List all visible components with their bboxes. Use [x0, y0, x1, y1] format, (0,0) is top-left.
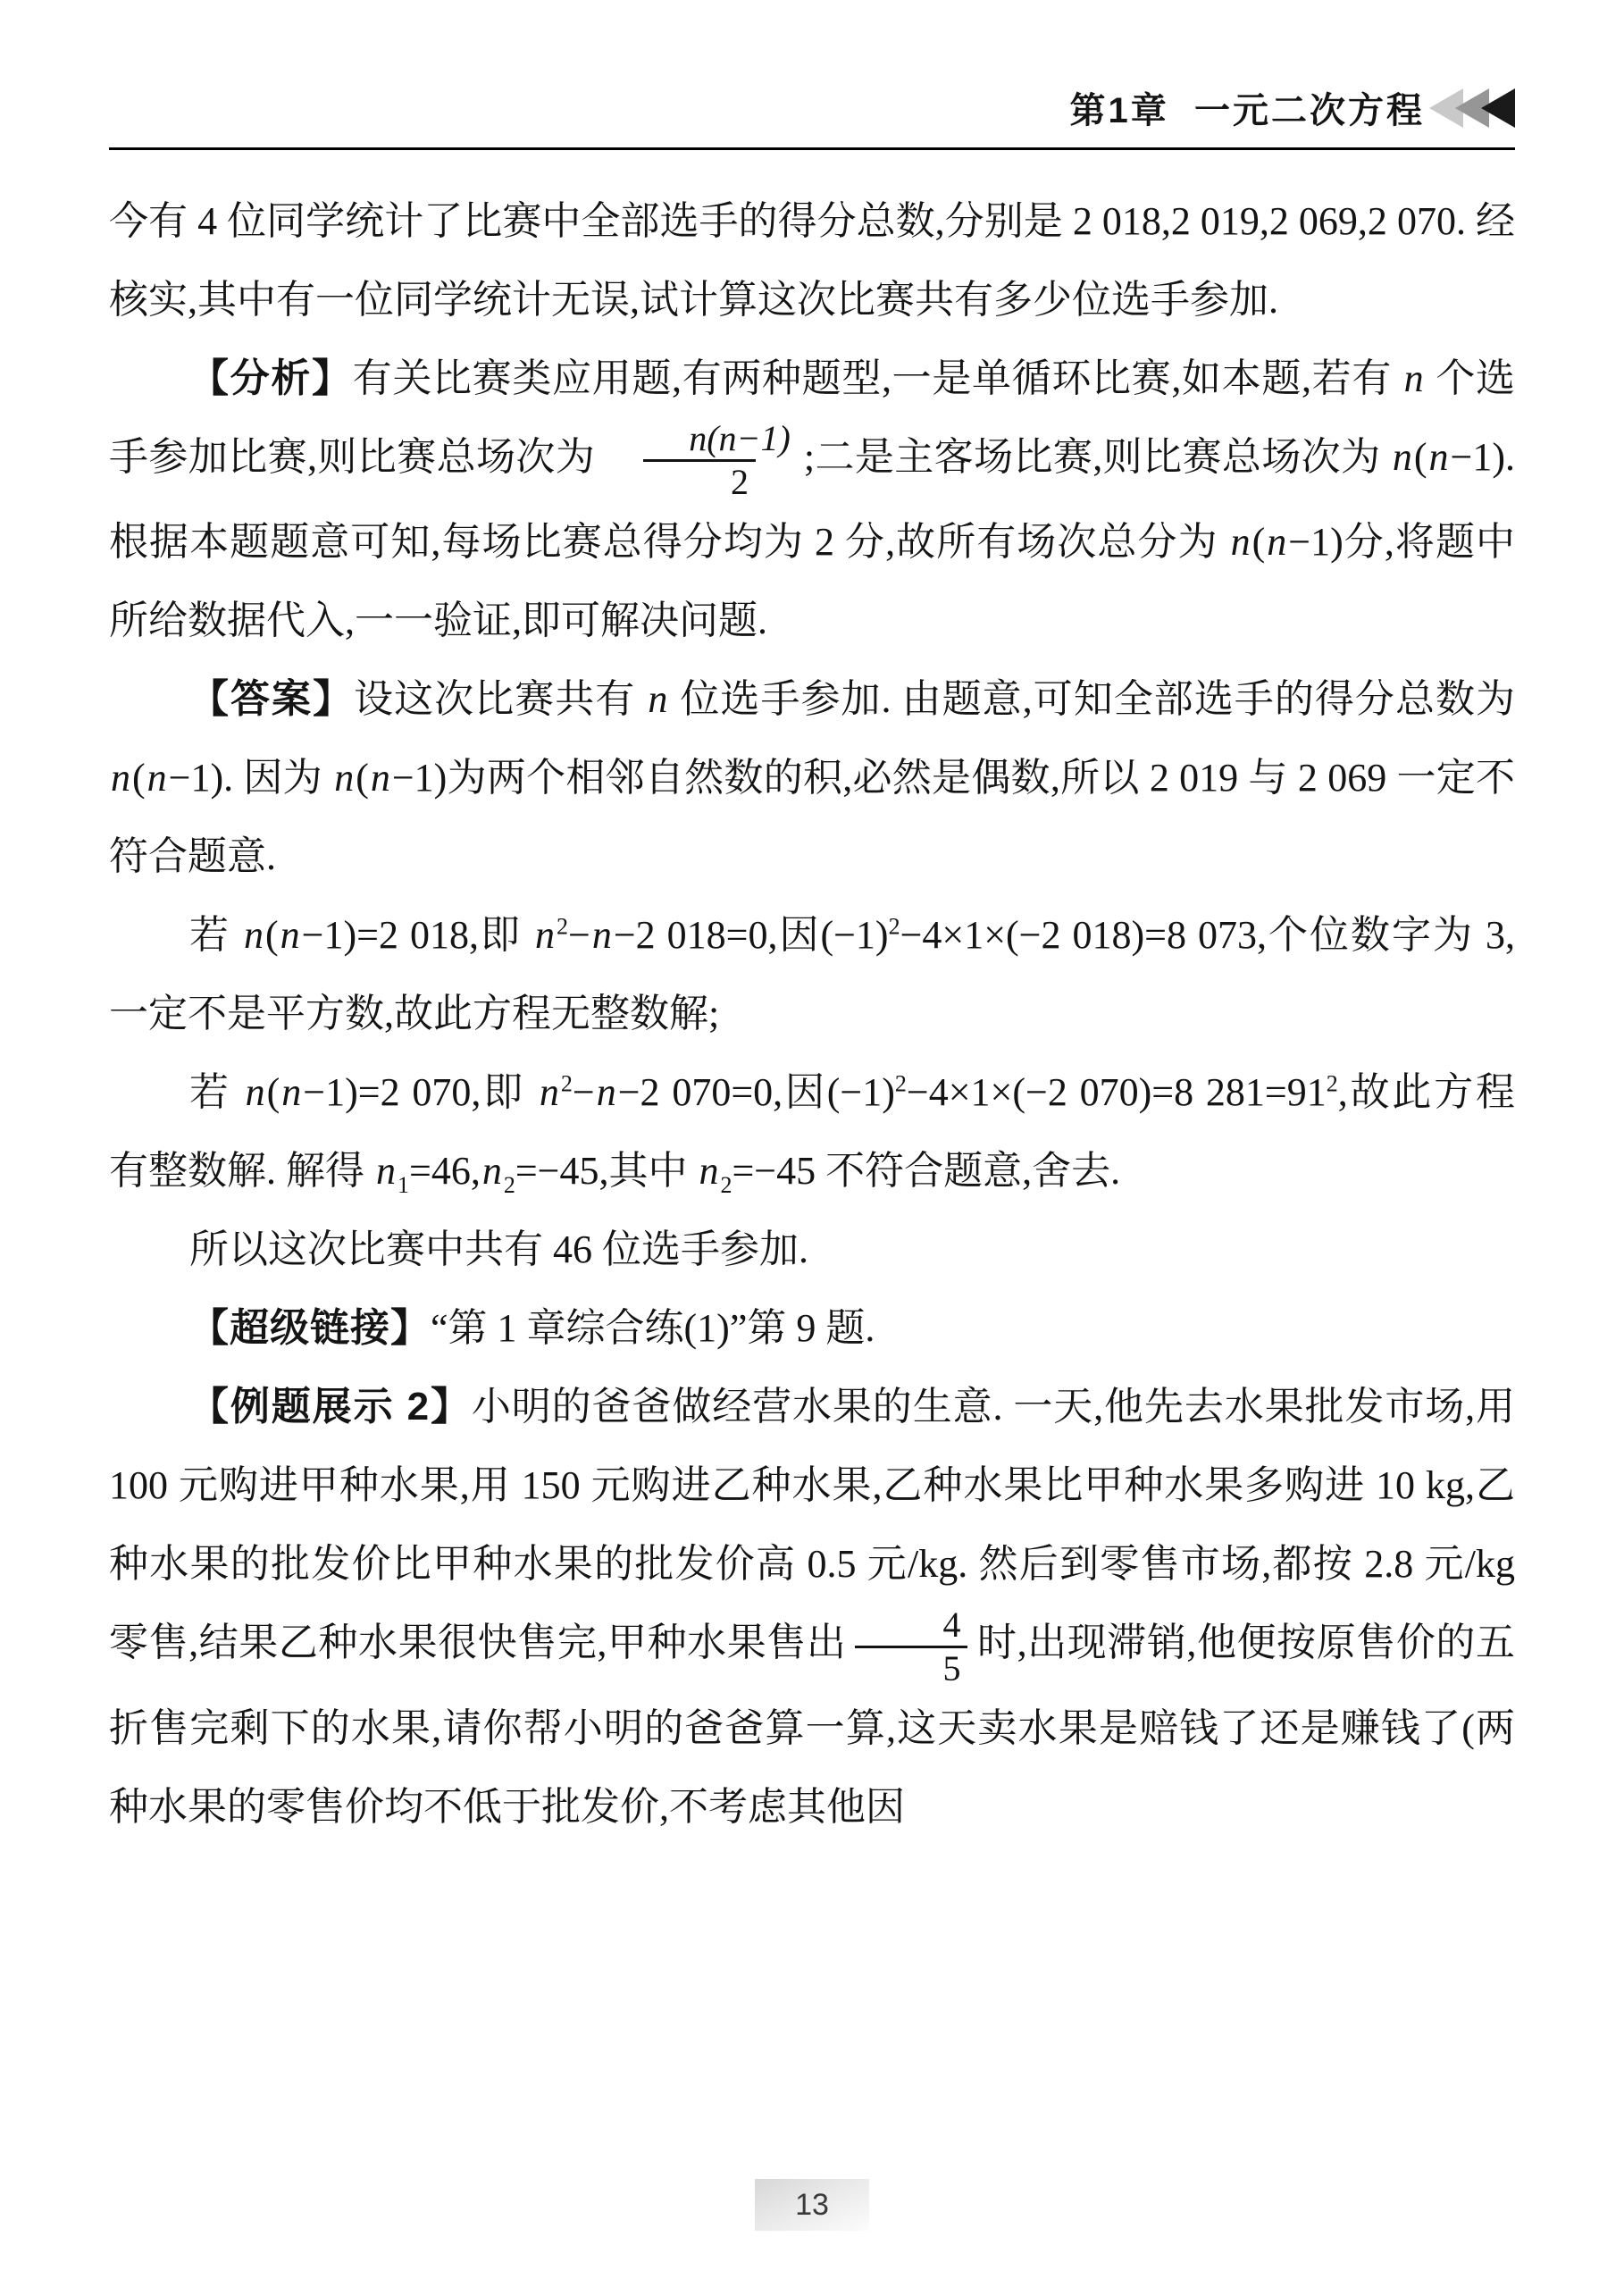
text-run: (	[132, 756, 146, 800]
math-variable: n	[111, 756, 130, 800]
fraction-denominator: 2	[643, 459, 756, 503]
text-run: 个选手参加比赛,则比赛总场次为	[109, 356, 1516, 479]
fraction-denominator: 5	[855, 1646, 967, 1689]
math-variable: n	[539, 1070, 559, 1115]
superscript: 2	[556, 913, 568, 940]
text-run: (	[356, 756, 369, 800]
text-run: −1)分,将题中所给数据代入,一一验证,即可解决问题.	[109, 520, 1516, 643]
math-variable: n	[1267, 520, 1287, 565]
text-run: −4×1×(−2 070)=8 281=91	[906, 1070, 1327, 1115]
math-variable: n	[281, 1070, 302, 1115]
math-variable: n	[534, 913, 555, 958]
paragraph-answer	[109, 660, 1515, 896]
math-variable: n	[1230, 520, 1251, 565]
subscript: 2	[720, 1172, 732, 1199]
superscript: 2	[560, 1070, 573, 1097]
text-run: −1). 根据本题题意可知,每场比赛总得分均为 2 分,故所有场次总分为	[109, 435, 1515, 565]
math-variable: n	[376, 1149, 396, 1194]
text-run: (	[1413, 435, 1427, 479]
superscript: 2	[894, 1070, 907, 1097]
paragraph-case-2070	[109, 1053, 1515, 1211]
fraction-numerator: n(n−1)	[689, 418, 791, 459]
superscript: 2	[888, 913, 900, 940]
text-run: −2 018=0,因(−1)	[613, 913, 889, 958]
section-label: 【例题展示 2】	[189, 1385, 472, 1429]
subscript: 2	[503, 1172, 515, 1199]
text-run: −1)=2 018,即	[301, 913, 533, 958]
page-number-box	[755, 2179, 869, 2231]
text-run: 所以这次比赛中共有 46 位选手参加.	[189, 1227, 808, 1272]
text-run: 有关比赛类应用题,有两种题型,一是单循环比赛,如本题,若有	[352, 356, 1402, 400]
math-variable: n	[596, 1070, 616, 1115]
math-variable: n	[1403, 356, 1424, 400]
text-run: −1)为两个相邻自然数的积,必然是偶数,所以 2 019 与 2 069 一定不符合题意.	[109, 756, 1515, 879]
text-run: 位选手参加. 由题意,可知全部选手的得分总数为	[669, 677, 1516, 722]
header-arrows-icon	[1437, 88, 1515, 128]
text-run: ,故此方程有整数解. 解得	[109, 1070, 1516, 1194]
math-variable: n	[280, 913, 300, 958]
text-run: −1). 因为	[168, 756, 333, 800]
paragraph-analysis	[109, 339, 1515, 660]
text-run: (	[265, 913, 279, 958]
math-variable: n	[591, 913, 612, 958]
math-variable: n	[244, 913, 264, 958]
text-run: −	[567, 913, 590, 958]
math-variable: n	[334, 756, 355, 800]
text-run: “第 1 章综合练(1)”第 9 题.	[431, 1306, 875, 1351]
text-run: (	[266, 1070, 280, 1115]
paragraph-example-2	[109, 1368, 1515, 1846]
paragraph-super-link	[109, 1289, 1515, 1368]
math-variable: n	[699, 1149, 719, 1194]
left-triangle-icon	[1481, 88, 1515, 128]
math-variable: n	[648, 677, 668, 722]
text-run: ;二是主客场比赛,则比赛总场次为	[803, 435, 1391, 479]
text-run: =46,	[409, 1149, 481, 1194]
text-run: (	[1251, 520, 1266, 565]
text-run: −1)=2 070,即	[303, 1070, 538, 1115]
math-variable: n	[1392, 435, 1412, 479]
superscript: 2	[1326, 1070, 1338, 1097]
text-run: 今有 4 位同学统计了比赛中全部选手的得分总数,分别是 2 018,2 019,2 069,2 070. 经核实,其中有一位同学统计无误,试计算这次比赛共有多少位选手参加.	[109, 199, 1515, 322]
text-run: 若	[189, 1070, 244, 1115]
paragraph-case-2018	[109, 896, 1515, 1053]
text-run: =−45 不符合题意,舍去.	[732, 1149, 1121, 1194]
text-run: 若	[189, 913, 243, 958]
subscript: 1	[398, 1172, 409, 1199]
math-variable: n	[245, 1070, 265, 1115]
math-variable: n	[370, 756, 390, 800]
math-variable: n	[146, 756, 167, 800]
paragraph-problem-text	[109, 182, 1515, 339]
text-run: −2 070=0,因(−1)	[617, 1070, 895, 1115]
section-label: 【分析】	[189, 356, 353, 400]
page-body	[109, 182, 1515, 1847]
text-run: 设这次比赛共有	[354, 677, 647, 722]
section-label: 【答案】	[189, 677, 355, 722]
fraction	[855, 1605, 967, 1689]
section-label: 【超级链接】	[189, 1306, 431, 1351]
fraction	[604, 418, 795, 503]
text-run: −4×1×(−2 018)=8 073,个位数字为 3,一定不是平方数,故此方程无整数解;	[109, 913, 1516, 1036]
page-header	[109, 82, 1515, 150]
text-run: 小明的爸爸做经营水果的生意. 一天,他先去水果批发市场,用 100 元购进甲种水果,用 150 元购进乙种水果,乙种水果比甲种水果多购进 10 kg,乙种水果的批发价比甲种水果的批发价高 0.5 元/kg. 然后到零售市场,都按 2.8 元/kg 零售,结果乙种水果很快售完,甲种水果售出	[109, 1385, 1516, 1665]
fraction-numerator: 4	[942, 1604, 961, 1645]
text-run: =−45,其中	[515, 1149, 698, 1194]
text-run: 时,出现滞销,他便按原售价的五折售完剩下的水果,请你帮小明的爸爸算一算,这天卖水果是赔钱了还是赚钱了(两种水果的零售价均不低于批发价,不考虑其他因	[109, 1621, 1516, 1829]
text-run: −	[572, 1070, 595, 1115]
math-variable: n	[1428, 435, 1449, 479]
chapter-title: 第1章 一元二次方程	[1069, 91, 1425, 130]
page-number: 13	[795, 2187, 829, 2222]
math-variable: n	[481, 1149, 502, 1194]
paragraph-conclusion	[109, 1211, 1515, 1289]
